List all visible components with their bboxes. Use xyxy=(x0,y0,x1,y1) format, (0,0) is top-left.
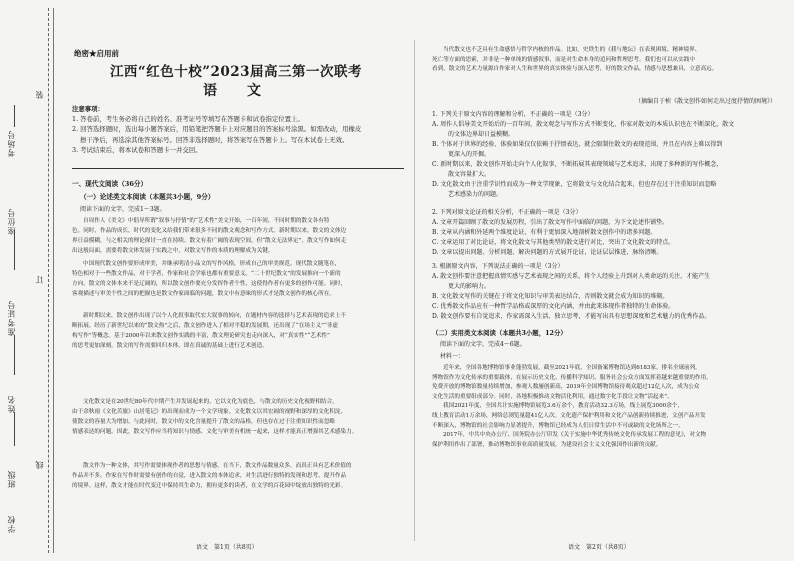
option-b-cont: 更深入的开掘。 xyxy=(448,151,491,158)
admission-label: 准考证号 xyxy=(7,300,16,336)
text-line: 博物馆作为文化传承的重要载体，在展示历史文化、传播科学知识、服务社会公众方面发挥着越来越重要的作用， xyxy=(432,374,712,381)
question-stem: 3. 根据原文内容，下列说法正确的一项是（3分） xyxy=(432,263,564,270)
text-line: 文化散文是在20世纪80年代中期产生并发展起来的，它以文化为底色，与散文的历史文化视野相结合， xyxy=(83,399,338,405)
option-a-cont: 的文体边界却日益模糊。 xyxy=(448,131,515,138)
notice-box xyxy=(72,104,404,155)
class-label: 班级 xyxy=(7,470,16,488)
question-stem: 1. 下列关于原文内容的理解和分析，不正确的一项是（3分） xyxy=(432,111,594,118)
text-line: 色。同时，作品的成长，时代的变化又给我们带来很多不同的散文观念和写作方式。新时期以来，散文的文体边 xyxy=(72,227,347,234)
option-a-cont: 更大的影响力。 xyxy=(448,283,491,290)
paragraph-2 xyxy=(72,260,404,300)
paragraph-4 xyxy=(72,398,404,438)
paragraph-top xyxy=(432,46,778,75)
text-line: 界日益模糊，与之相关的理论探讨一直在持续。散文有着广阔的表现空间，但“散文无法界定”，散文写作如何走 xyxy=(72,237,347,244)
option-c: C. 新时期以来，散文创作开始走向个人化叙事，不断拓展其表现领域与艺术追求，出现了多种新的写作概念， xyxy=(432,161,723,168)
section-heading: 一、现代文阅读（36分） xyxy=(72,180,148,188)
text-line: 当代散文也不乏具有生命感悟与哲学内核的作品。比如，史铁生的《我与地坛》在表现困境、精神境界、 xyxy=(443,47,701,53)
text-line: 中国现代散文创作要形成审美，并继承明清小品文的写作风格，形成自己的审美规范。现代散文随笔在， xyxy=(83,261,341,267)
option-c-cont: 散文容量扩大。 xyxy=(448,171,491,178)
text-line: 看到，散文的艺术力量源自作家对人生和世界的真实体验与深入思考，好的散文作品，情感与思想兼具，立意高远。 xyxy=(432,66,718,73)
text-line: 情感表达的问题。因此，散文写作应当将知识与情感、文化与审美有机统一起来，这样才能真正增强其艺术感染力。 xyxy=(72,428,358,435)
option-a: A. 散文创作要注意把握真情实感与艺术表现之间的关系，将个人经验上升到对人类命运的关注，才能产生 xyxy=(432,273,711,280)
material-label: 材料一： xyxy=(440,353,465,360)
subject-title: 语 文 xyxy=(203,83,269,99)
question-stem: 2. 下列对原文论证的相关分析，不正确的一项是（3分） xyxy=(432,209,582,216)
instruction-text: 阅读下面的文字，完成1～3题。 xyxy=(80,206,166,213)
text-line: 文化生活的重要组成部分。同时，各地积极推动文物活化利用，通过数字化手段让文物“活起来”。 xyxy=(432,393,673,400)
text-line: 特色相对于一些散文作品，对于学者，作家和社会学家也都有重要意义。“二十世纪散文”的发展推向一个新的 xyxy=(72,270,341,277)
question-2 xyxy=(432,208,778,258)
binding-solid-line xyxy=(53,8,54,553)
binding-mark-3: 线 xyxy=(35,460,44,469)
option-d: D. 散文创作要有自觉追求，作家需深入生活、独立思考，才能写出具有思想深度和艺术魅力的优秀作品。 xyxy=(432,313,711,320)
text-line: 由于余秋雨《文化苦旅》山居笔记》的出现而成为一个文学现象。文化散文以其宏阔的视野和深厚的文化积淀， xyxy=(72,408,347,415)
text-line: 死亡等方面的思索，并非是一种单纯的情感叙事，而是对生命本身的追问和哲理思考。我们也可以从实践中 xyxy=(432,56,695,63)
option-b: B. 文化散文写作的关键在于将文化知识与审美表达结合，否则散文就会成为知识的堆砌。 xyxy=(432,293,669,300)
paragraph-3 xyxy=(72,312,404,352)
secret-mark: 绝密★启用前 xyxy=(74,49,119,58)
binding-dashed-line xyxy=(48,8,49,553)
subsection-heading-2: （二）实用类文本阅读（本题共3小题，12分） xyxy=(432,329,567,337)
subsection-heading: （一）论述类文本阅读（本题共3小题，9分） xyxy=(80,193,215,201)
seat-label: 座位号 xyxy=(7,208,16,235)
binding-mark-1: 装 xyxy=(35,90,44,99)
text-line: 的境界。这样，散文才能在时代变迁中保持其生命力，拥有更多的读者，在文学的百花园中绽放出独特的光彩。 xyxy=(72,482,347,489)
admission-field[interactable] xyxy=(14,335,16,375)
text-line: 构写作”等概念。基于2000年以来散文创作实践的丰富，散文理论研究也走向深入，对“真实性”“艺术性” xyxy=(72,332,330,339)
page-footer-right: 语文 第2页（共8页） xyxy=(568,544,630,551)
option-a: A. 周作人倡导美文开始后的一百年间，散文观念与写作方式不断变化，作家对散文的本质认识也在不断深化，散文 xyxy=(432,121,735,128)
text-line: 出这般局面，需要将散文体发展于实践之中，对散文写作的本质的理解成为关键。 xyxy=(72,247,274,254)
text-line: 使散文的容量大为增加。与此同时，散文中的文化含量提升了散文的品格，但也存在过于注重知识性而忽略 xyxy=(72,418,335,425)
option-d: D. 文章以提出问题、分析问题、解决问题的方式展开论证，论证层层推进，脉络清晰。 xyxy=(432,249,663,256)
text-line: 自周作人《美文》中倡导所谓“叙事与抒情”的“艺术性”美文开始，一百年间，不同时期的散文各有特 xyxy=(83,218,330,224)
option-a: A. 文章开篇回顾了散文的发展历程，引出了散文写作中面临的问题，为下文论述作铺垫。 xyxy=(432,219,669,226)
text-line: 线上教育活动1万余场，网络总浏览量超41亿人次。文化遗产保护利用和文化产品创新持续推进，文创产品开发 xyxy=(432,412,706,419)
right-column xyxy=(428,0,782,561)
text-line: 方向。散文的文体本来不是辽阔的，所以散文创作要充分发挥作者个性，这使得作者有更多的创作可能。同时， xyxy=(72,280,347,287)
seat-field[interactable] xyxy=(14,230,16,270)
paragraph-1 xyxy=(72,217,404,257)
option-c: C. 优秀散文作品应有一种哲学品格或深厚的文化内涵，并由此来体现作者独特的生命体验。 xyxy=(432,303,675,310)
exam-room-field[interactable] xyxy=(14,105,16,127)
text-line: 作品并不多。作家在写作时需要有创作的自觉，进入散文的本体追求，对生活进行独特的发现和思考，提升作品 xyxy=(72,472,347,479)
option-c: C. 文章运用了对比论证，将文化散文与其他类型的散文进行对比，突出了文化散文的特点。 xyxy=(432,239,675,246)
notice-item: 3. 考试结束后，将本试卷和答题卡一并交回。 xyxy=(72,145,202,154)
text-line: 新时期以来，散文创作出现了以个人化叙事取代宏大叙事的转向，在题材内容的选择与艺术表现的追求上不 xyxy=(83,313,346,319)
text-line: 断拓展。经历了新世纪以来的“散文热”之后，散文创作进入了相对平稳的发展期，还出现了“在场主义”“非虚 xyxy=(72,322,339,329)
option-d-cont: 艺术感染力的问题。 xyxy=(448,191,503,198)
notice-divider xyxy=(72,168,404,169)
option-b: B. 文章从内涵和外延两个维度论证，有利于更加深入地剖析散文创作中的诸多问题。 xyxy=(432,229,657,236)
notice-item: 2. 回答选择题时，选出每小题答案后，用铅笔把答题卡上对应题目的答案标号涂黑。如需改动，用橡皮 xyxy=(72,125,362,134)
text-line: 的思考更加深刻。散文的写作需要回归本体，即在真诚的基础上进行艺术创造。 xyxy=(72,342,268,349)
text-line: 不断深入，博物馆的社会影响力显著提升，博物馆已经成为人们日常生活中不可或缺的文化场所之一。 xyxy=(432,422,684,429)
binding-margin xyxy=(0,0,62,561)
text-line: 散文作为一种文体，其写作需要体现作者的思想与情感。在当下，散文作品数量众多，而真正具有艺术价值的 xyxy=(83,463,352,469)
name-field[interactable] xyxy=(14,412,16,446)
notice-item: 擦干净后，再选涂其他答案标号。回答非选择题时，将答案写在答题卡上。写在本试卷上无效。 xyxy=(80,135,349,144)
paragraph-5 xyxy=(72,462,404,492)
column-divider xyxy=(414,40,415,541)
text-line: 免费开放的博物馆数量持续增加，参观人数屡创新高，2019年全国博物馆接待观众超过12亿人次，成为公众 xyxy=(432,384,700,391)
binding-mark-2: 订 xyxy=(35,275,44,284)
option-b: B. 个体对于世界的经验、体验如果仅仅依赖于抒情表达，就会限制住散文的表现范围，并且在内容上难以得到 xyxy=(432,141,723,148)
page-footer-left: 语文 第1页（共8页） xyxy=(196,544,258,551)
source-note: （摘编自于桢《散文创作如何走出过度抒情的困境》） xyxy=(634,98,776,105)
left-column xyxy=(66,0,406,561)
question-3 xyxy=(432,262,778,322)
text-line: 保护利用作出了部署，推动博物馆事业高质量发展，为建设社会主义文化强国作出新的贡献。 xyxy=(432,441,662,448)
name-label: 姓名 xyxy=(7,395,16,413)
school-label: 学校 xyxy=(7,515,16,533)
exam-title: 江西“红色十校”2023届高三第一次联考 xyxy=(109,64,363,80)
text-line: 2017年，中共中央办公厅、国务院办公厅印发《关于实施中华优秀传统文化传承发展工程的意见》，对文物 xyxy=(443,432,707,439)
text-line: 我国2021年度，全国共计实施博物馆展览3.6万余个，教育活动32.3万场，线上展览3000余个， xyxy=(443,403,684,410)
exam-room-label: 考场号 xyxy=(7,130,16,157)
text-line: 客观描述与审美个性之间的把握也是散文作家面临的问题，散文中有意味的形式才是散文创作的核心所在。 xyxy=(72,290,335,297)
instruction-text-2: 阅读下面的文字，完成4～6题。 xyxy=(440,341,526,348)
text-line: 近年来，全国各地博物馆事业蓬勃发展，截至2021年底，全国备案博物馆达到6183家，排名全球前列。 xyxy=(443,365,701,371)
paragraph-bottom xyxy=(432,364,778,450)
question-1 xyxy=(432,110,778,200)
notice-item: 1. 答卷前，考生务必将自己的姓名、准考证号等填写在答题卡和试卷指定位置上。 xyxy=(72,115,304,124)
option-d: D. 文化散文由于注重学识性而成为一种文学现象，它将散文与文化结合起来，但也存在过于注重知识而忽略 xyxy=(432,181,717,188)
notice-heading: 注意事项： xyxy=(72,105,104,113)
